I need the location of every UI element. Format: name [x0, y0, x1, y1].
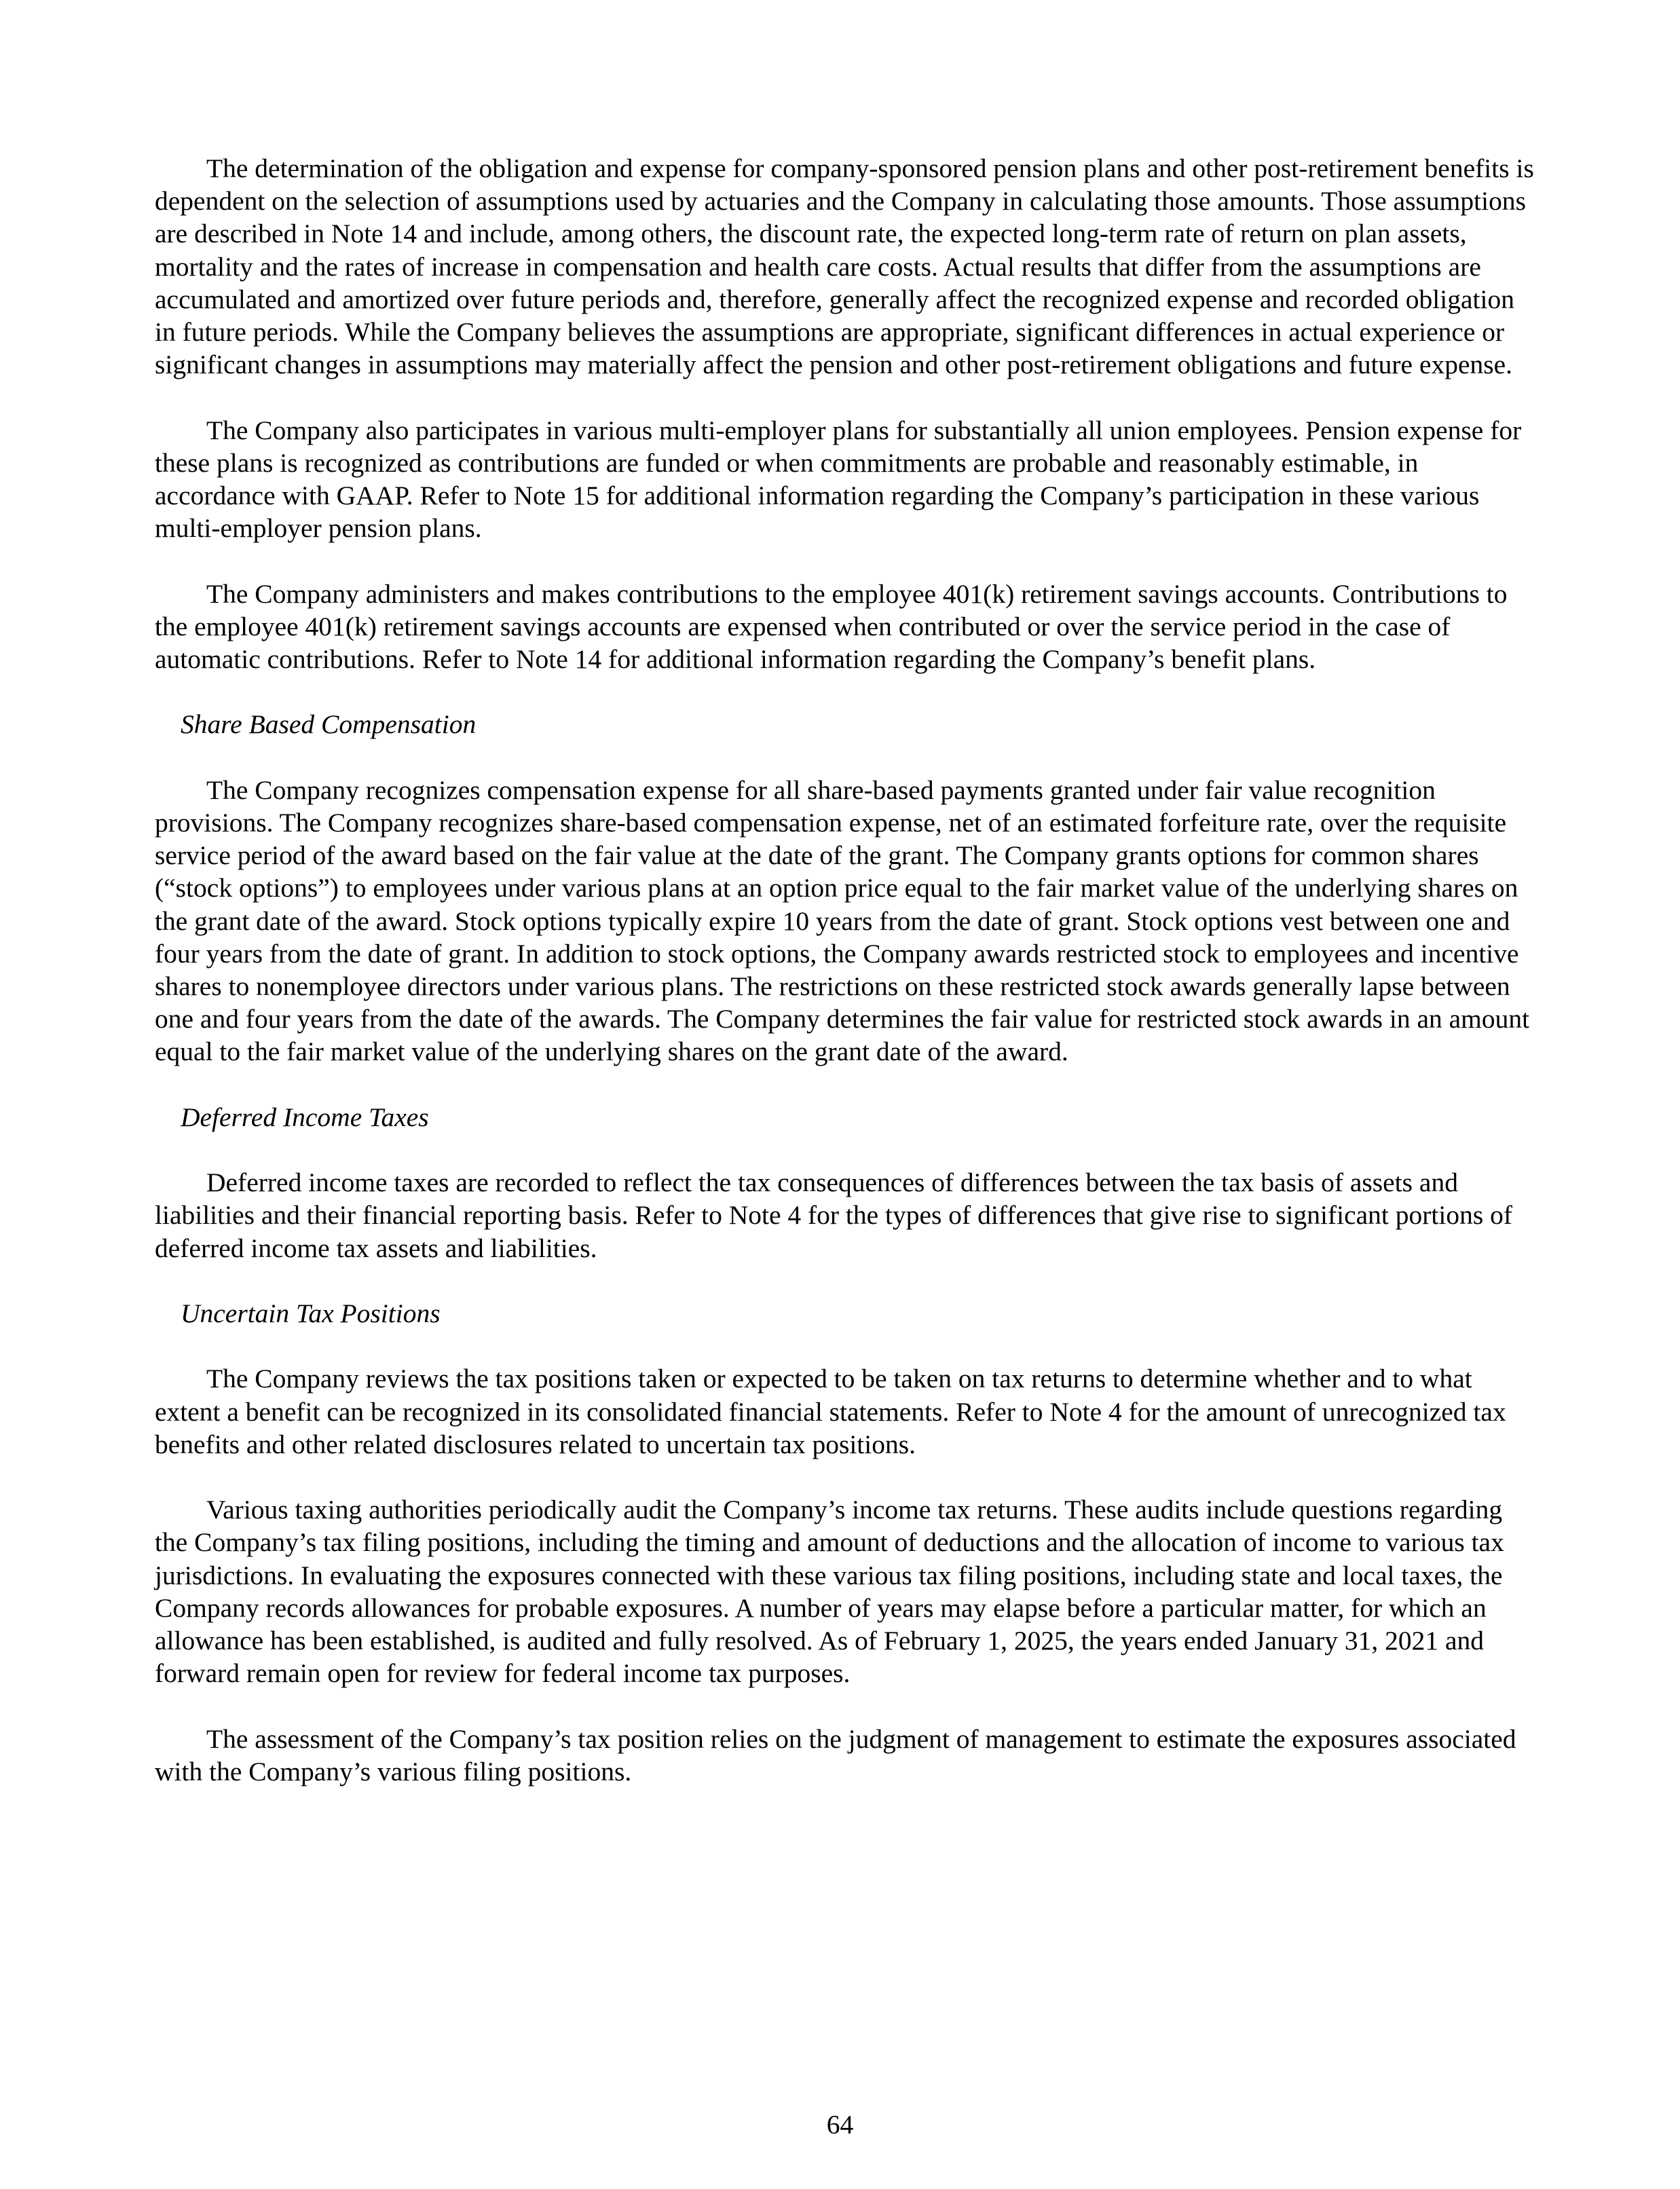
page-number: 64	[826, 2110, 854, 2139]
spacer	[155, 381, 1539, 413]
document-page	[155, 152, 1539, 1788]
uncertain-tax-positions-heading: Uncertain Tax Positions	[181, 1298, 441, 1328]
spacer	[155, 1134, 1539, 1166]
multi-employer-plans-paragraph: The Company also participates in various multi-employer plans for substantially all union employees. Pension expense for these plans is recognized as contributions are funded or when commitments are probable and reasonably estimable, in accordance with GAAP. Refer to Note 15 for additional information regarding the Company’s participation in these various multi-employer pension plans.	[155, 415, 1522, 544]
spacer	[155, 1068, 1539, 1101]
deferred-income-taxes-paragraph: Deferred income taxes are recorded to reflect the tax consequences of differences between the tax basis of assets and liabilities and their financial reporting basis. Refer to Note 4 for the types of differences that give rise to significant portions of deferred income tax assets and liabilities.	[155, 1167, 1513, 1263]
retirement-savings-paragraph: The Company administers and makes contributions to the employee 401(k) retirement savings accounts. Contributions to the employee 401(k) retirement savings accounts are expensed when contributed or over the service period in the case of automatic contributions. Refer to Note 14 for additional information regarding the Company’s benefit plans.	[155, 578, 1508, 675]
spacer	[155, 544, 1539, 577]
spacer	[155, 741, 1539, 774]
tax-audits-paragraph: Various taxing authorities periodically audit the Company’s income tax returns. These audits include questions regarding the Company’s tax filing positions, including the timing and amount of deductions and the allocation of income to various tax jurisdictions. In evaluating the exposures connected with these various tax filing positions, including state and local taxes, the Company records allowances for probable exposures. A number of years may elapse before a particular matter, for which an allowance has been established, is audited and fully resolved. As of February 1, 2025, the years ended January 31, 2021 and forward remain open for review for federal income tax purposes.	[155, 1495, 1504, 1689]
pension-plans-paragraph: The determination of the obligation and expense for company-sponsored pension plans and other post-retirement benefits is dependent on the selection of assumptions used by actuaries and the Company in calculating those amounts. Those assumptions are described in Note 14 and include, among others, the discount rate, the expected long-term rate of return on plan assets, mortality and the rates of increase in compensation and health care costs. Actual results that differ from the assumptions are accumulated and amortized over future periods and, therefore, generally affect the recognized expense and recorded obligation in future periods. While the Company believes the assumptions are appropriate, significant differences in actual experience or significant changes in assumptions may materially affect the pension and other post-retirement obligations and future expense.	[155, 153, 1534, 380]
tax-positions-review-paragraph: The Company reviews the tax positions taken or expected to be taken on tax returns to determine whether and to what extent a benefit can be recognized in its consolidated financial statements. Refer to Note 4 for the amount of unrecognized tax benefits and other related disclosures related to uncertain tax positions.	[155, 1364, 1506, 1459]
tax-assessment-paragraph: The assessment of the Company’s tax position relies on the judgment of management to estimate the exposures associated with the Company’s various filing positions.	[155, 1723, 1516, 1786]
spacer	[155, 1689, 1539, 1722]
spacer	[155, 1330, 1539, 1362]
spacer	[155, 675, 1539, 708]
deferred-income-taxes-heading: Deferred Income Taxes	[181, 1102, 429, 1132]
share-based-compensation-paragraph: The Company recognizes compensation expense for all share-based payments granted under fair value recognition provisions. The Company recognizes share-based compensation expense, net of an estimated forfeiture rate, over the requisite service period of the award based on the fair value at the date of the grant. The Company grants options for common shares (“stock options”) to employees under various plans at an option price equal to the fair market value of the underlying shares on the grant date of the award. Stock options typically expire 10 years from the date of grant. Stock options vest between one and four years from the date of grant. In addition to stock options, the Company awards restricted stock to employees and incentive shares to nonemployee directors under various plans. The restrictions on these restricted stock awards generally lapse between one and four years from the date of the awards. The Company determines the fair value for restricted stock awards in an amount equal to the fair market value of the underlying shares on the grant date of the award.	[155, 774, 1530, 1067]
spacer	[155, 1265, 1539, 1297]
spacer	[155, 1461, 1539, 1493]
share-based-compensation-heading: Share Based Compensation	[181, 709, 477, 740]
